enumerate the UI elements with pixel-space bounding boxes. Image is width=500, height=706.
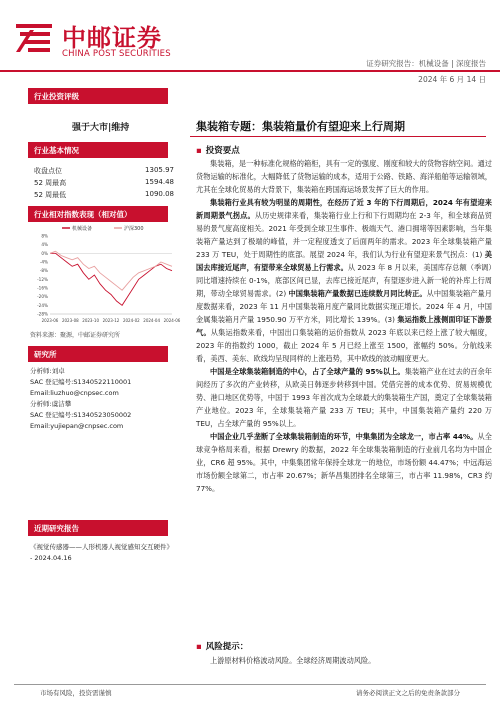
relative-performance-chart — [28, 222, 181, 330]
section-recent: 近期研究报告 — [28, 520, 168, 536]
risk-text — [196, 654, 492, 667]
industry-rating: 强于大市|维持 — [72, 123, 130, 133]
x-tick-label: 2024-06 — [163, 318, 181, 323]
stat-value: 1090.08 — [145, 190, 174, 198]
stat-row — [34, 166, 174, 176]
series-line — [50, 251, 172, 290]
report-date: 2024 年 6 月 14 日 — [418, 75, 486, 84]
x-tick-label: 2024-02 — [122, 318, 140, 323]
paragraph: 集装箱行业具有较为明显的周期性，在经历了近 3 年的下行周期后，2024 年有望迎来新周期景气拐点。从历史规律来看，集装箱行业上行和下行周期均在 2-3 年，和全球商品贸易的景气度高度相关。2021 年受到全球卫生事件、极端天气、港口拥堵等因素影响，当年集装箱产量达到了极端的峰值，并一定程度透支了后面两年的需求。2023 年全球集装箱产量 233 万 TEU，处于周期性的底部。展望 2024 年，我们认为行业有望迎来景气拐点：(1) 美国去库接近尾声，有望带来全球贸易上行需求。从 2023 年 8 月以来，美国库存总额（季调）同比增速持续在 0-1%，底部区间已显，去库已接近尾声，有望逐步进入新一轮的补库上行周期，带动全球贸易需求。(2) 中国集装箱产量数据已连续数月同比转正。从中国集装箱产量月度数据来看，2023 年 11 月中国集装箱月度产量同比数据实现正增长。2024 年 4 月，中国金属集装箱月产量 1950.90 万平方米，同比增长 139%。(3) 集运指数上涨侧面印证下游景气。从集运指数来看，中国出口集装箱的运价指数从 2023 年底以来已经上涨了较大幅度，2023 年的指数约 1000，截止 2024 年 5 月已经上涨至 1500，涨幅约 50%。分航线来看，美西、美东、欧线均呈现同样的上涨趋势，其中欧线的波动幅度更大。 — [196, 198, 492, 363]
paragraph: 中国是全球集装箱制造的中心，占了全球产量的 95%以上。集装箱产业在过去的百余年间经历了多次的产业转移，从欧美日韩逐步转移到中国。凭借完善的成本优势、贸易规模优势、港口地区优势等，中国于 1993 年首次成为全球最大的集装箱生产国，奠定了全球集装箱产业地位。2023 年，全球集装箱产量 233 万 TEU；其中，中国集装箱产量约 220 万 TEU，占全球产量的 95%以上。 — [196, 367, 492, 428]
y-tick-label: 0% — [41, 250, 48, 256]
body-paragraphs — [196, 157, 492, 495]
paragraph: 中国企业几乎垄断了全球集装箱制造的环节，中集集团为全球龙一，市占率 44%。从全球竞争格局来看，根据 Drewry 的数据，2022 年全球集装箱制造的行业前几名均为中国企业，CR6 超 95%。其中，中集集团常年保持全球龙一的地位，市场份额 44.47%；中远海运市场份额全球第二，市占率 20.67%；新华昌集团排名全球第三，市占率 11.98%，CR3 约 77%。 — [196, 432, 492, 493]
legend-label: 沪深300 — [124, 226, 144, 232]
stat-label: 52 周最高 — [34, 179, 67, 187]
stat-row — [34, 178, 174, 188]
stat-row — [34, 190, 174, 200]
y-tick-label: -28% — [37, 311, 48, 317]
report-type: 证券研究报告：机械设备 | 深度报告 — [366, 59, 486, 68]
section-analyst: 研究所 — [28, 346, 168, 362]
x-tick-label: 2023-10 — [82, 318, 100, 323]
header-divider — [0, 70, 500, 72]
logo-text-cn: 中邮证券 — [62, 24, 162, 52]
section-basic: 行业基本情况 — [28, 142, 168, 158]
analyst-line: Email:yujiepan@cnpsec.com — [30, 422, 124, 430]
y-tick-label: -16% — [37, 285, 48, 291]
logo-text-en: CHINA POST SECURITIES — [62, 49, 171, 59]
y-tick-label: -12% — [37, 276, 48, 282]
title-divider — [190, 136, 486, 137]
y-tick-label: 4% — [41, 242, 48, 248]
stat-value: 1305.97 — [145, 166, 174, 174]
y-tick-label: -8% — [39, 268, 48, 274]
china-post-logo-icon — [14, 20, 54, 58]
chart-source: 资料来源：聚源，中邮证券研究所 — [30, 332, 121, 339]
paragraph: 集装箱，是一种标准化规格的箱柜，具有一定的强度、刚度和较大的货物容纳空间。通过货物运输的标准化，大幅降低了货物运输的成本，适用于公路、铁路、海洋船舶等运输领域，尤其在全球化贸易的大背景下，集装箱在跨国海运场景发挥了巨大的作用。 — [196, 159, 492, 194]
series-line — [50, 253, 172, 305]
heading-risk: ▪ 风险提示： — [196, 640, 248, 652]
y-tick-label: -4% — [39, 259, 48, 265]
logo — [14, 18, 194, 66]
x-tick-label: 2023-12 — [102, 318, 120, 323]
recent-report: 《视觉传感器——人形机器人视觉感知交互硬件》 - 2024.04.16 — [30, 543, 173, 562]
y-tick-label: -20% — [37, 294, 48, 300]
section-performance: 行业相对指数表现（相对值） — [28, 206, 168, 222]
analyst-line: Email:liuzhuo@cnpsec.com — [30, 389, 119, 397]
report-title: 集装箱专题：集装箱量价有望迎来上行周期 — [196, 120, 405, 133]
stat-value: 1594.48 — [145, 178, 174, 186]
legend-label: 机械设备 — [72, 226, 93, 232]
x-tick-label: 2024-04 — [143, 318, 161, 323]
footer-divider — [14, 684, 486, 685]
analyst-line: 分析师:虞洁攀 — [30, 400, 72, 408]
stat-label: 收盘点位 — [34, 167, 62, 175]
x-tick-label: 2023-06 — [41, 318, 59, 323]
paragraph: 上游原材料价格波动风险。全球经济周期波动风险。 — [210, 656, 376, 665]
x-tick-label: 2023-08 — [61, 318, 79, 323]
analyst-line: 分析师:刘卓 — [30, 367, 65, 375]
section-rating: 行业投资评级 — [28, 88, 168, 104]
footer-disclaimer-right: 请务必阅读正文之后的免责条款部分 — [356, 689, 460, 697]
y-tick-label: 8% — [41, 233, 48, 239]
heading-investment-points: ▪ 投资要点 — [196, 144, 240, 156]
analyst-line: SAC 登记编号:S1340522110001 — [30, 378, 132, 386]
y-tick-label: -24% — [37, 302, 48, 308]
analyst-line: SAC 登记编号:S1340523050002 — [30, 411, 132, 419]
stat-label: 52 周最低 — [34, 191, 67, 199]
footer-disclaimer-left: 市场有风险，投资需谨慎 — [40, 689, 112, 697]
